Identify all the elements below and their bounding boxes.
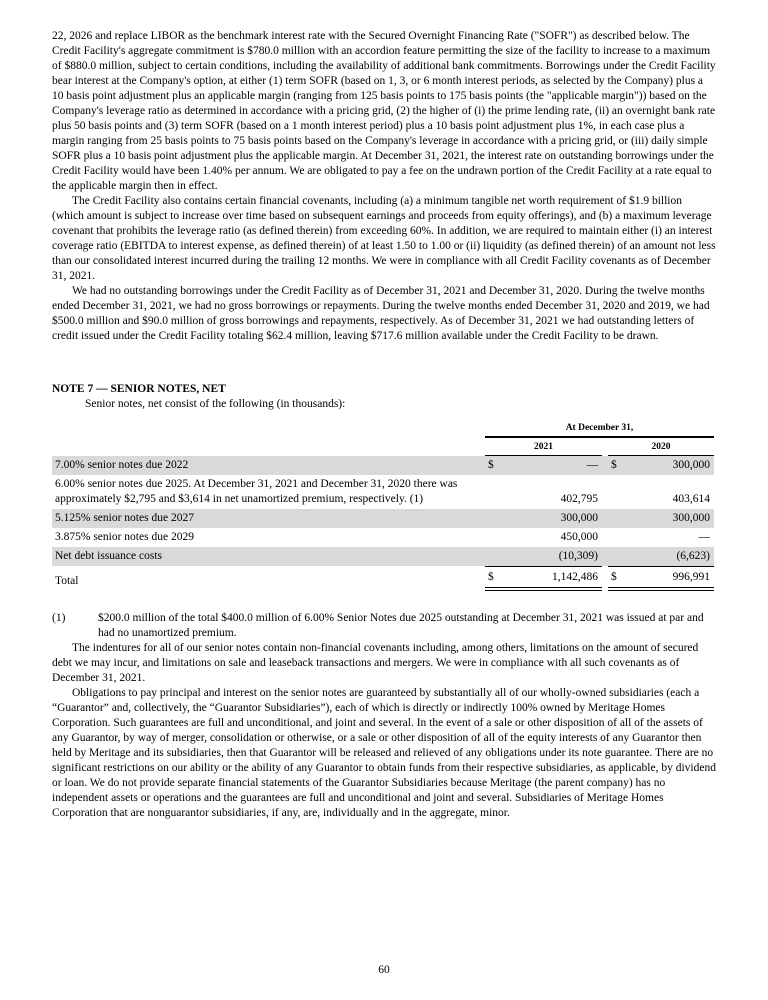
table-intro: Senior notes, net consist of the following (in thousands): <box>85 398 346 410</box>
currency-symbol: $ <box>611 571 617 583</box>
row-label: 3.875% senior notes due 2029 <box>55 531 194 543</box>
page-number: 60 <box>378 964 390 976</box>
cell-value: (10,309) <box>558 550 598 562</box>
cell-2021 <box>485 490 602 509</box>
cell-value: 1,142,486 <box>552 571 598 583</box>
cell-value: — <box>586 459 598 471</box>
cell-value: 403,614 <box>672 493 710 505</box>
cell-value: 300,000 <box>672 512 710 524</box>
cell-value: 996,991 <box>672 571 710 583</box>
column-header-2020: 2020 <box>608 438 714 456</box>
header-at-december-31: At December 31, <box>485 422 714 438</box>
senior-notes-table <box>52 422 714 591</box>
cell-2021 <box>485 566 602 591</box>
table-row-net-debt-issuance-costs <box>52 547 714 566</box>
paragraph-guarantor-obligations: Obligations to pay principal and interest on the senior notes are guaranteed by substantially all of our wholly-owned subsidiaries (each a “Guarantor” and, collectively, the “Guarantor Subsidiaries”), each of which is directly or indirectly 100% owned by Meritage Homes Corporation. Such guarantees are full and unconditional, and joint and several. In the event of a sale or other disposition of all of the assets of any Guarantor, by way of merger, consolidation or otherwise, or a sale or other disposition of all of the equity interests of any Guarantor then held by Meritage and its subsidiaries, then that Guarantor will be released and relieved of any obligations under its note guarantee. There are no significant restrictions on our ability or the ability of any Guarantor to obtain funds from their respective subsidiaries, as applicable, by dividend or loan. We do not provide separate financial statements of the Guarantor Subsidiaries because Meritage (the parent company) has no independent assets or operations and the guarantees are full and unconditional and joint and several. Subsidiaries of Meritage Homes Corporation that are nonguarantor subsidiaries, if any, are, individually and in the aggregate, minor. <box>52 687 716 819</box>
note-7-heading: NOTE 7 — SENIOR NOTES, NET <box>52 383 226 395</box>
table-row-3.875-notes <box>52 528 714 547</box>
cell-2021 <box>485 547 602 566</box>
column-header-2021: 2021 <box>485 438 602 456</box>
footnote-marker: (1) <box>52 612 66 624</box>
table-header-years-row <box>52 438 714 456</box>
table-row-total <box>52 566 714 591</box>
cell-value: 300,000 <box>560 512 598 524</box>
cell-2020 <box>608 547 714 566</box>
table-header-group-row <box>52 422 714 438</box>
row-label: Total <box>55 575 79 587</box>
cell-2020 <box>608 509 714 528</box>
cell-2020 <box>608 456 714 475</box>
row-label: 6.00% senior notes due 2025. At December 31, 2021 and December 31, 2020 there was approximately $2,795 and $3,614 in net unamortized premium, respectively. (1) <box>55 478 458 505</box>
currency-symbol: $ <box>611 459 617 471</box>
cell-2021 <box>485 509 602 528</box>
currency-symbol: $ <box>488 571 494 583</box>
footnote-text: $200.0 million of the total $400.0 million of 6.00% Senior Notes due 2025 outstanding at December 31, 2021 was issued at par and had no unamortized premium. <box>98 612 704 639</box>
cell-2020 <box>608 566 714 591</box>
cell-value: 402,795 <box>560 493 598 505</box>
cell-2021 <box>485 528 602 547</box>
cell-2020 <box>608 490 714 509</box>
table-row-5.125-notes <box>52 509 714 528</box>
row-label: 7.00% senior notes due 2022 <box>55 459 189 471</box>
table-row-7.00-notes <box>52 456 714 475</box>
paragraph-credit-facility-terms: 22, 2026 and replace LIBOR as the benchmark interest rate with the Secured Overnight Financing Rate ("SOFR") as described below. The Credit Facility's aggregate commitment is $780.0 million with an accordion feature permitting the size of the facility to increase to a maximum of $880.0 million, subject to certain conditions, including the availability of additional bank commitments. Borrowings under the Credit Facility bear interest at the Company's option, at either (1) term SOFR (based on 1, 3, or 6 month interest periods, as selected by the Company) plus a 10 basis point adjustment plus an applicable margin (ranging from 125 basis points to 175 basis points (the "applicable margin")) based on the Company's leverage ratio as determined in accordance with a pricing grid, (2) the higher of (i) the prime lending rate, (ii) an overnight bank rate plus 50 basis points and (3) term SOFR (based on a 1 month interest period) plus a 10 basis point adjustment plus 1%, in each case plus a margin ranging from 25 basis points to 75 basis points based on the Company's leverage in accordance with a pricing grid, or (iii) daily simple SOFR plus a 10 basis point adjustment plus the applicable margin. At December 31, 2021, the interest rate on outstanding borrowings under the Credit Facility would have been 1.40% per annum. We are obligated to pay a fee on the undrawn portion of the Credit Facility at a rate equal to the applicable margin then in effect. <box>52 30 716 192</box>
footnote-1 <box>52 611 716 641</box>
cell-value: (6,623) <box>676 550 710 562</box>
cell-2020 <box>608 528 714 547</box>
paragraph-indentures: The indentures for all of our senior notes contain non-financial covenants including, among others, limitations on the amount of secured debt we may incur, and limitations on sale and leaseback transactions and mergers. We were in compliance with all such covenants as of December 31, 2021. <box>52 642 699 684</box>
table-body <box>52 456 714 591</box>
currency-symbol: $ <box>488 459 494 471</box>
cell-2021 <box>485 456 602 475</box>
row-label: 5.125% senior notes due 2027 <box>55 512 194 524</box>
row-label: Net debt issuance costs <box>55 550 162 562</box>
cell-value: 300,000 <box>672 459 710 471</box>
paragraph-outstanding-borrowings: We had no outstanding borrowings under the Credit Facility as of December 31, 2021 and December 31, 2020. During the twelve months ended December 31, 2021, we had no gross borrowings or repayments. During the twelve months ended December 31, 2020 and 2019, we had $500.0 million and $90.0 million of gross borrowings and repayments, respectively. As of December 31, 2021 we had outstanding letters of credit issued under the Credit Facility totaling $62.4 million, leaving $717.6 million available under the Credit Facility to be drawn. <box>52 285 710 342</box>
cell-value: 450,000 <box>560 531 598 543</box>
paragraph-financial-covenants: The Credit Facility also contains certain financial covenants, including (a) a minimum tangible net worth requirement of $1.9 billion (which amount is subject to increase over time based on subsequent earnings and proceeds from equity offerings), and (b) a maximum leverage covenant that prohibits the leverage ratio (as defined therein) from exceeding 60%. In addition, we are required to maintain either (i) an interest coverage ratio (EBITDA to interest expense, as defined therein) of at least 1.50 to 1.00 or (ii) liquidity (as defined therein) of an amount not less than our consolidated interest incurred during the trailing 12 months. We were in compliance with all Credit Facility covenants as of December 31, 2021. <box>52 195 716 282</box>
cell-value: — <box>698 531 710 543</box>
table-row-6.00-notes <box>52 475 714 509</box>
